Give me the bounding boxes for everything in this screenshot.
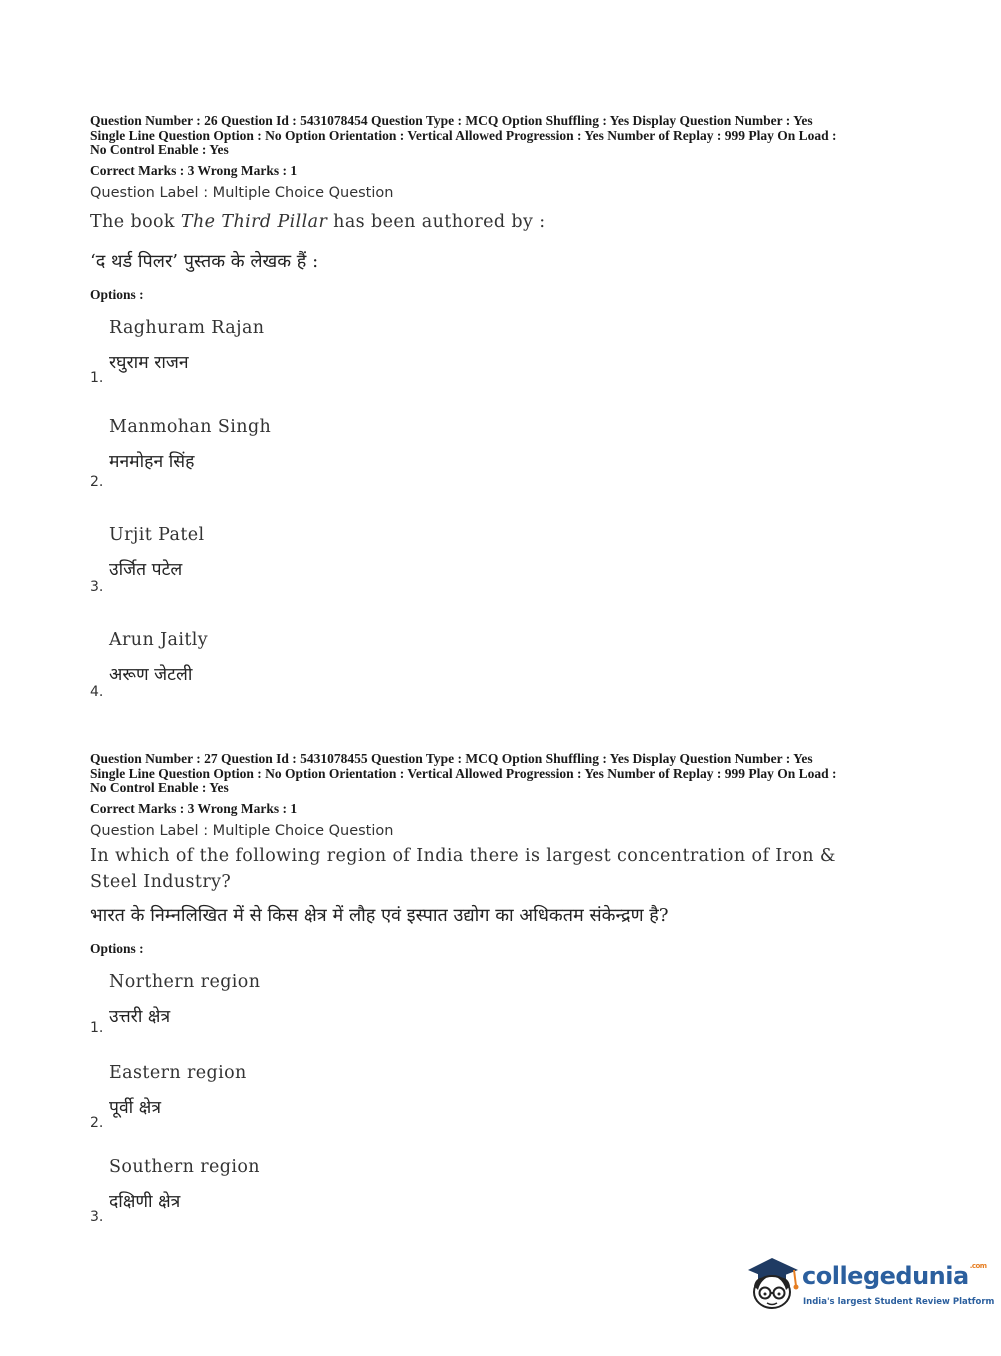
option-text-hindi: उर्जित पटेल xyxy=(109,560,183,580)
options-heading: Options : xyxy=(90,940,144,956)
option-text-english: Arun Jaitly xyxy=(109,630,209,650)
option-text-hindi: पूर्वी क्षेत्र xyxy=(109,1098,161,1118)
question-metadata-line: Question Number : 26 Question Id : 5431078454 Question Type : MCQ Option Shuffling : Yes Display Question Number : Yes xyxy=(90,113,813,128)
option-text-english: Raghuram Rajan xyxy=(109,318,265,338)
option-text-hindi: अरूण जेटली xyxy=(109,665,193,685)
option-text-english: Eastern region xyxy=(109,1063,247,1083)
option-number: 3. xyxy=(90,579,104,595)
question-text-english xyxy=(90,843,920,895)
question-label: Question Label : Multiple Choice Question xyxy=(90,184,394,201)
question-text-line: Steel Industry? xyxy=(90,871,232,892)
book-title: The Third Pillar xyxy=(180,211,328,232)
brand-tagline: India's largest Student Review Platform xyxy=(803,1297,995,1307)
question-text-line: In which of the following region of India there is largest concentration of Iron & xyxy=(90,845,836,866)
question-label: Question Label : Multiple Choice Question xyxy=(90,822,394,839)
option-text-hindi: दक्षिणी क्षेत्र xyxy=(109,1192,181,1212)
question-26-block xyxy=(90,114,920,303)
option-text-hindi: मनमोहन सिंह xyxy=(109,452,195,472)
option-number: 3. xyxy=(90,1209,104,1225)
brand-name xyxy=(802,1262,987,1290)
option-text-hindi: रघुराम राजन xyxy=(109,353,189,373)
brand-text: collegedunia xyxy=(802,1262,969,1290)
options-heading: Options : xyxy=(90,286,144,302)
mascot-icon xyxy=(742,1252,804,1314)
brand-suffix: .com xyxy=(969,1262,987,1270)
question-text-part: has been authored by : xyxy=(327,211,546,232)
option-number: 1. xyxy=(90,370,104,386)
option-number: 2. xyxy=(90,1115,104,1131)
question-metadata-line: No Control Enable : Yes xyxy=(90,142,229,157)
marks-info: Correct Marks : 3 Wrong Marks : 1 xyxy=(90,162,298,178)
option-text-hindi: उत्तरी क्षेत्र xyxy=(109,1007,171,1027)
question-text-english xyxy=(90,209,920,235)
question-metadata-line: Single Line Question Option : No Option Orientation : Vertical Allowed Progression : Yes Number of Replay : 999 Play On Load : xyxy=(90,127,837,143)
collegedunia-logo[interactable] xyxy=(742,1252,995,1314)
question-text-part: The book xyxy=(90,211,181,232)
option-text-english: Northern region xyxy=(109,972,261,992)
marks-info: Correct Marks : 3 Wrong Marks : 1 xyxy=(90,800,298,816)
option-text-english: Southern region xyxy=(109,1157,260,1177)
question-metadata-line: Single Line Question Option : No Option Orientation : Vertical Allowed Progression : Yes Number of Replay : 999 Play On Load : xyxy=(90,765,837,781)
option-text-english: Urjit Patel xyxy=(109,525,205,545)
option-number: 4. xyxy=(90,684,104,700)
question-metadata-line: No Control Enable : Yes xyxy=(90,780,229,795)
question-text-hindi: ‘द थर्ड पिलर’ पुस्तक के लेखक हैं : xyxy=(90,250,319,272)
question-text-hindi: भारत के निम्नलिखित में से किस क्षेत्र में लौह एवं इस्पात उद्योग का अधिकतम संकेन्द्रण है? xyxy=(90,904,669,926)
option-number: 2. xyxy=(90,474,104,490)
option-number: 1. xyxy=(90,1020,104,1036)
question-metadata-line: Question Number : 27 Question Id : 5431078455 Question Type : MCQ Option Shuffling : Yes Display Question Number : Yes xyxy=(90,751,813,766)
option-text-english: Manmohan Singh xyxy=(109,417,272,437)
question-27-block xyxy=(90,752,920,957)
